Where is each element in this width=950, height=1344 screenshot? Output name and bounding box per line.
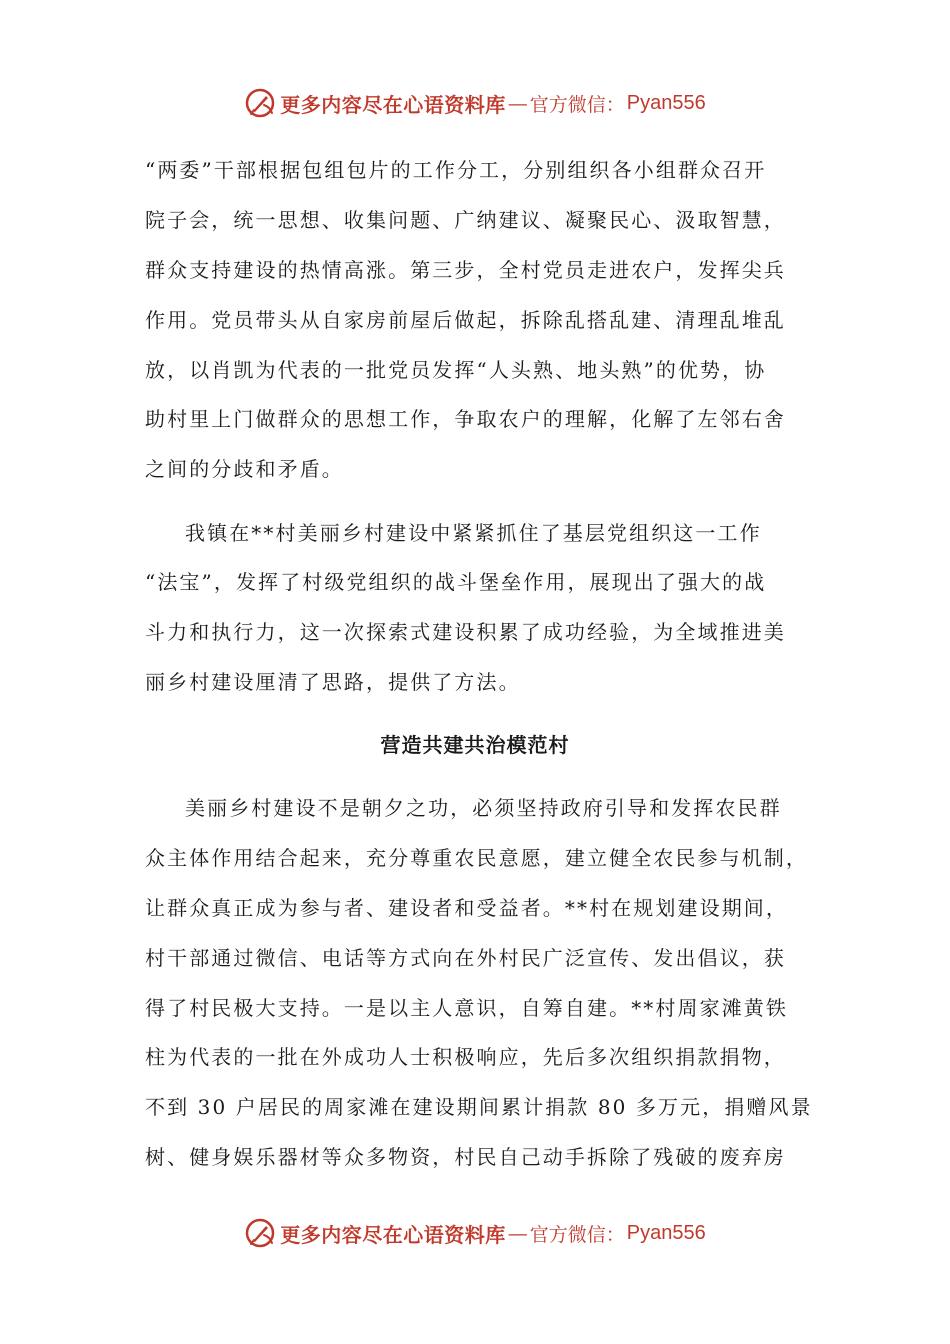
- paragraph-line: 之间的分歧和矛盾。: [145, 457, 344, 481]
- footer-wechat-account: Pyan556: [626, 1221, 706, 1244]
- paragraph-line: 作用。党员带头从自家房前屋后做起，拆除乱搭乱建、清理乱堆乱: [145, 308, 786, 332]
- paragraph-line: 我镇在**村美丽乡村建设中紧紧抓住了基层党组织这一工作: [185, 521, 762, 545]
- section-title: 营造共建共治模范村: [380, 733, 570, 757]
- paragraph-line: 院子会，统一思想、收集问题、广纳建议、凝聚民心、汲取智慧，: [145, 208, 786, 232]
- header-banner: [0, 83, 950, 123]
- header-wechat-account: Pyan556: [626, 91, 706, 114]
- paragraph-line: “法宝”，发挥了村级党组织的战斗堡垒作用，展现出了强大的战: [145, 570, 767, 594]
- paragraph-line: 美丽乡村建设不是朝夕之功，必须坚持政府引导和发挥农民群: [185, 796, 782, 820]
- paragraph-line: 村干部通过微信、电话等方式向在外村民广泛宣传、发出倡议，获: [145, 946, 786, 970]
- paragraph-line: 树、健身娱乐器材等众多物资，村民自己动手拆除了残破的废弃房: [145, 1145, 786, 1169]
- paragraph-line: 放，以肖凯为代表的一批党员发挥“人头熟、地头熟”的优势，协: [145, 358, 767, 382]
- quill-logo-icon: [244, 87, 276, 119]
- paragraph-line: 众主体作用结合起来，充分尊重农民意愿，建立健全农民参与机制，: [145, 846, 808, 870]
- footer-banner: [0, 1213, 950, 1253]
- footer-separator: —: [507, 1221, 528, 1245]
- header-wechat-label: 官方微信：: [529, 93, 625, 116]
- paragraph-line: 助村里上门做群众的思想工作，争取农户的理解，化解了左邻右舍: [145, 407, 786, 431]
- paragraph-line: 让群众真正成为参与者、建设者和受益者。**村在规划建设期间，: [145, 896, 788, 920]
- paragraph-line: 得了村民极大支持。一是以主人意识，自筹自建。**村周家滩黄铁: [145, 996, 788, 1020]
- quill-logo-icon: [244, 1217, 276, 1249]
- footer-brand: 更多内容尽在心语资料库: [280, 1222, 506, 1247]
- paragraph-line: 柱为代表的一批在外成功人士积极响应，先后多次组织捐款捐物，: [145, 1045, 786, 1069]
- paragraph-line: 群众支持建设的热情高涨。第三步，全村党员走进农户，发挥尖兵: [145, 258, 786, 282]
- header-separator: —: [507, 91, 528, 115]
- paragraph-line: 丽乡村建设厘清了思路，提供了方法。: [145, 670, 521, 694]
- header-brand: 更多内容尽在心语资料库: [280, 92, 506, 117]
- paragraph-line: 斗力和执行力，这一次探索式建设积累了成功经验，为全域推进美: [145, 620, 786, 644]
- paragraph-line: “两委”干部根据包组包片的工作分工，分别组织各小组群众召开: [145, 158, 767, 182]
- paragraph-line: 不到 30 户居民的周家滩在建设期间累计捐款 80 多万元，捐赠风景: [145, 1095, 813, 1119]
- footer-wechat-label: 官方微信：: [529, 1223, 625, 1246]
